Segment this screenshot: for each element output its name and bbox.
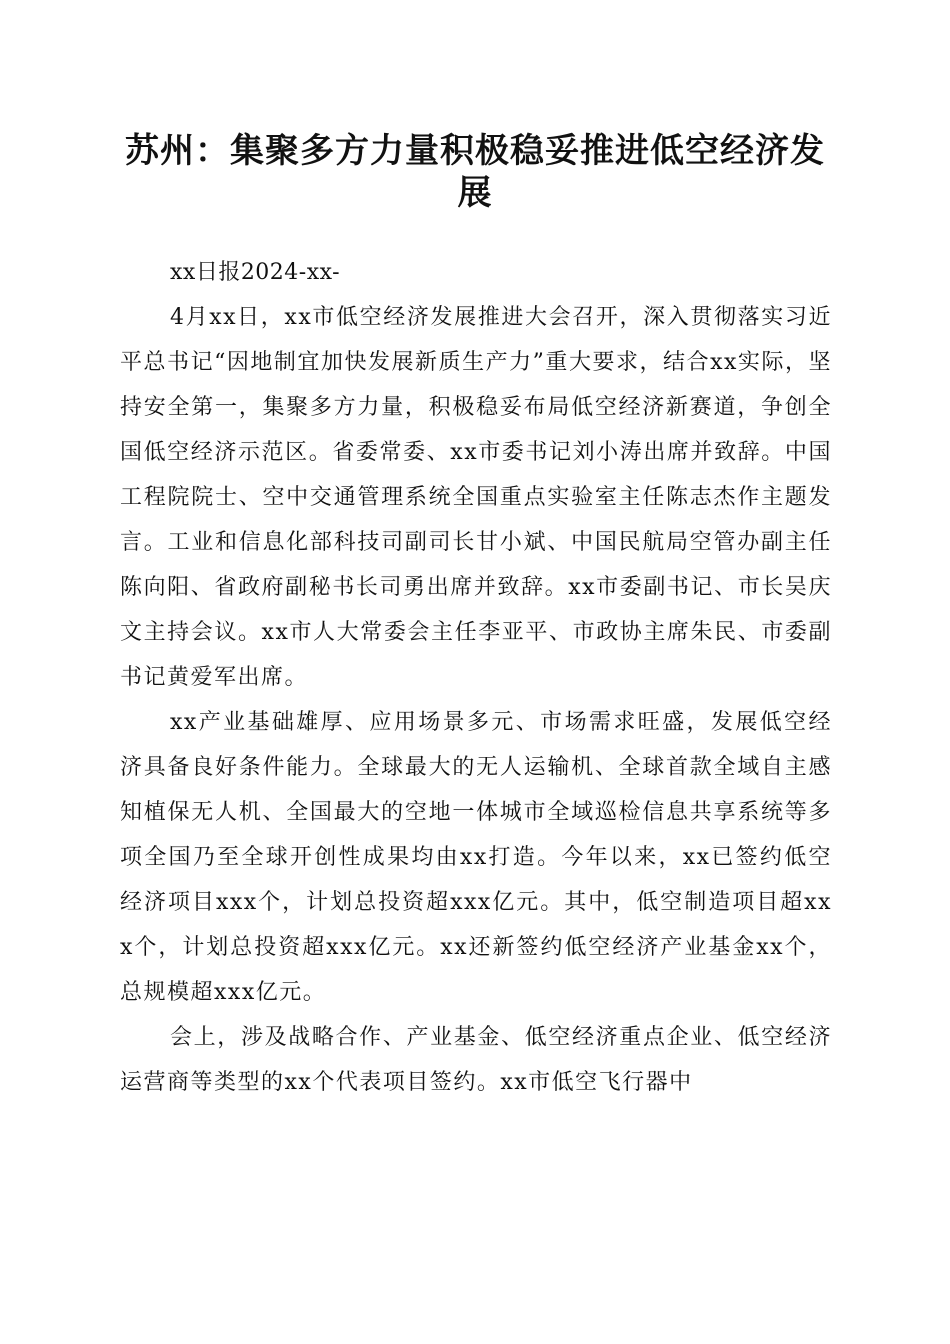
source-line: xx日报2024-xx- — [170, 260, 341, 285]
document-title: 苏州：集聚多方力量积极稳妥推进低空经济发展 — [125, 131, 825, 213]
paragraph-3: 会上，涉及战略合作、产业基金、低空经济重点企业、低空经济运营商等类型的xx个代表项目签约。xx市低空飞行器中 — [120, 1025, 832, 1095]
paragraph-2: xx产业基础雄厚、应用场景多元、市场需求旺盛，发展低空经济具备良好条件能力。全球最大的无人运输机、全球首款全域自主感知植保无人机、全国最大的空地一体城市全域巡检信息共享系统等多项全国乃至全球开创性成果均由xx打造。今年以来，xx已签约低空经济项目xxx个，计划总投资超xxx亿元。其中，低空制造项目超xxx个，计划总投资超xxx亿元。xx还新签约低空经济产业基金xx个，总规模超xxx亿元。 — [120, 710, 832, 1005]
article-body — [120, 250, 832, 1105]
paragraph-1: 4月xx日，xx市低空经济发展推进大会召开，深入贯彻落实习近平总书记“因地制宜加快发展新质生产力”重大要求，结合xx实际，坚持安全第一，集聚多方力量，积极稳妥布局低空经济新赛道，争创全国低空经济示范区。省委常委、xx市委书记刘小涛出席并致辞。中国工程院院士、空中交通管理系统全国重点实验室主任陈志杰作主题发言。工业和信息化部科技司副司长甘小斌、中国民航局空管办副主任陈向阳、省政府副秘书长司勇出席并致辞。xx市委副书记、市长吴庆文主持会议。xx市人大常委会主任李亚平、市政协主席朱民、市委副书记黄爱军出席。 — [120, 305, 832, 690]
